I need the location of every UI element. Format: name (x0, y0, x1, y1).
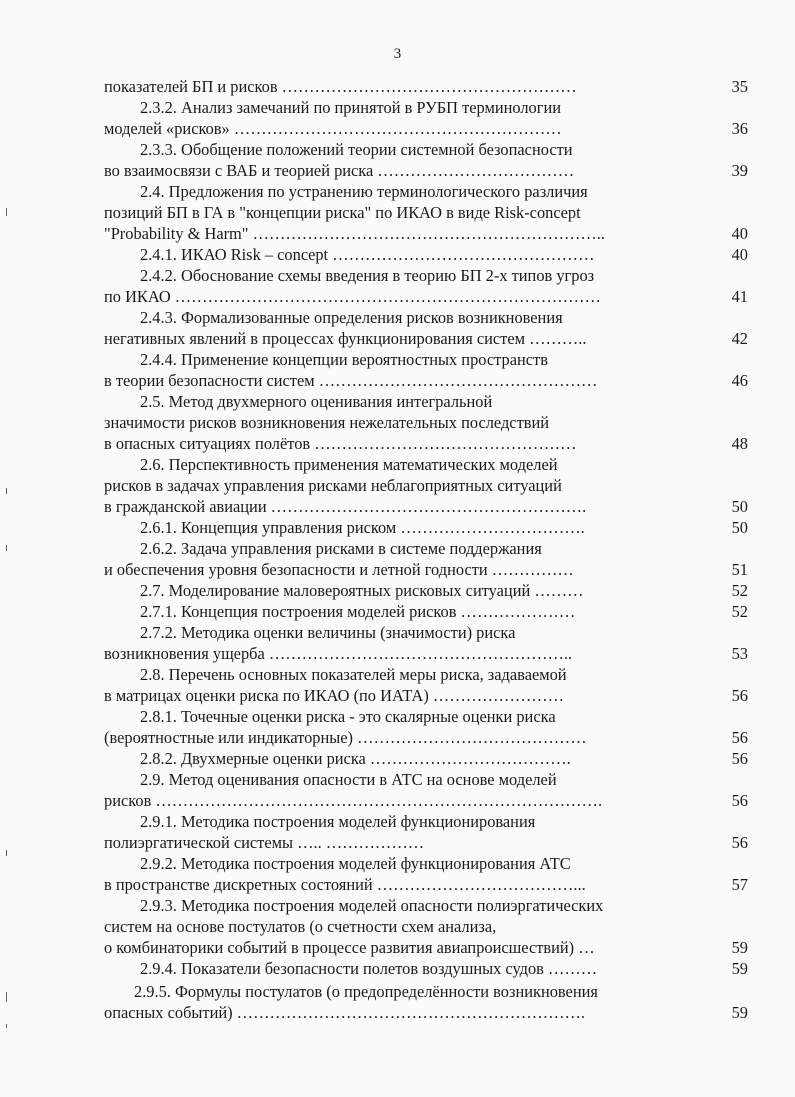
toc-line: рисков ………………………………………………………………………. (104, 791, 603, 810)
toc-line: рисков в задачах управления рисками неблагоприятных ситуаций (104, 476, 562, 495)
toc-line: 2.7.1. Концепция построения моделей рисков ………………… (140, 602, 576, 621)
toc-page-number: 40 (731, 245, 748, 264)
toc-line: 2.4.3. Формализованные определения рисков возникновения (140, 308, 563, 327)
toc-line: в пространстве дискретных состояний ………………………………... (104, 875, 586, 894)
toc-line: значимости рисков возникновения нежелательных последствий (104, 413, 550, 432)
toc-line: 2.4. Предложения по устранению терминологического различия (140, 182, 588, 201)
toc-page-number: 48 (731, 434, 748, 453)
toc-page-number: 56 (731, 833, 748, 852)
scan-mark (6, 850, 7, 856)
toc-page-number: 46 (731, 371, 748, 390)
toc-page-number: 36 (731, 119, 748, 138)
toc-line: возникновения ущерба ……………………………………………….. (104, 644, 573, 663)
toc-line: в теории безопасности систем …………………………………………… (104, 371, 598, 390)
toc-line: негативных явлений в процессах функционирования систем ……….. (104, 329, 587, 348)
toc-line: 2.6.1. Концепция управления риском ……………………………. (140, 518, 585, 537)
toc-line: 2.9.4. Показатели безопасности полетов воздушных судов ……… (140, 959, 598, 978)
toc-page-number: 52 (731, 602, 748, 621)
toc-line: 2.8. Перечень основных показателей меры риска, задаваемой (140, 665, 567, 684)
toc-line: 2.4.2. Обоснование схемы введения в теорию БП 2-х типов угроз (140, 266, 595, 285)
toc-line: 2.4.4. Применение концепции вероятностных пространств (140, 350, 548, 369)
toc-line: 2.8.1. Точечные оценки риска - это скалярные оценки риска (140, 707, 556, 726)
toc-page-number: 50 (731, 518, 748, 537)
toc-page-number: 56 (731, 749, 748, 768)
toc-line: 2.3.3. Обобщение положений теории системной безопасности (140, 140, 573, 159)
toc-line: в матрицах оценки риска по ИКАО (по ИАТА) …………………… (104, 686, 565, 705)
scan-mark (6, 1024, 7, 1028)
toc-page-number: 57 (731, 875, 748, 894)
toc-page-number: 56 (731, 728, 748, 747)
toc-line: 2.9.1. Методика построения моделей функционирования (140, 812, 536, 831)
scan-mark (6, 545, 7, 551)
toc-page-number: 40 (731, 224, 748, 243)
toc-page-number: 41 (731, 287, 748, 306)
toc-line: 2.3.2. Анализ замечаний по принятой в РУБП терминологии (140, 98, 561, 117)
toc-page-number: 56 (731, 686, 748, 705)
toc-page-number: 56 (731, 791, 748, 810)
toc-line: 2.6. Перспективность применения математических моделей (140, 455, 558, 474)
toc-page-number: 51 (731, 560, 748, 579)
toc-page-number: 53 (731, 644, 748, 663)
toc-line: позиций БП в ГА в "концепции риска" по ИКАО в виде Risk-concept (104, 203, 581, 222)
toc-page-number: 42 (731, 329, 748, 348)
toc-line: 2.4.1. ИКАО Risk – concept ………………………………………… (140, 245, 595, 264)
toc-line: систем на основе постулатов (о счетности схем анализа, (104, 917, 497, 936)
toc-page-number: 59 (731, 1003, 748, 1022)
toc-line: 2.5. Метод двухмерного оценивания интегральной (140, 392, 493, 411)
page-number: 3 (393, 46, 402, 62)
toc-line: 2.6.2. Задача управления рисками в системе поддержания (140, 539, 542, 558)
toc-line: и обеспечения уровня безопасности и летной годности …………… (104, 560, 574, 579)
toc-page-number: 59 (731, 938, 748, 957)
toc-line: 2.9.3. Методика построения моделей опасности полиэргатических (140, 896, 604, 915)
toc-line: полиэргатической системы ….. ……………… (104, 833, 425, 852)
toc-line: 2.9.2. Методика построения моделей функционирования АТС (140, 854, 571, 873)
toc-line: о комбинаторики событий в процессе развития авиапроисшествий) … (104, 938, 595, 957)
toc-page-number: 52 (731, 581, 748, 600)
toc-line: 2.9. Метод оценивания опасности в АТС на основе моделей (140, 770, 557, 789)
toc-line: в опасных ситуациях полётов ………………………………………… (104, 434, 577, 453)
toc-line: 2.7. Моделирование маловероятных рисковых ситуаций ……… (140, 581, 584, 600)
scan-mark (6, 208, 7, 216)
toc-page-number: 35 (731, 77, 748, 96)
toc-line: по ИКАО …………………………………………………………………… (104, 287, 601, 306)
toc-line: моделей «рисков» …………………………………………………… (104, 119, 562, 138)
toc-page-number: 50 (731, 497, 748, 516)
toc-line: показателей БП и рисков ……………………………………………… (104, 77, 577, 96)
toc-line: 2.7.2. Методика оценки величины (значимости) риска (140, 623, 516, 642)
toc-line: 2.9.5. Формулы постулатов (о предопределённости возникновения (134, 982, 598, 1001)
toc-line: опасных событий) ………………………………………………………. (104, 1003, 585, 1022)
toc-line: (вероятностные или индикаторные) …………………………………… (104, 728, 587, 747)
scan-mark (6, 992, 7, 1002)
toc-line: во взаимосвязи с ВАБ и теорией риска ……………………………… (104, 161, 575, 180)
toc-line: 2.8.2. Двухмерные оценки риска ………………………………. (140, 749, 571, 768)
toc-page-number: 39 (731, 161, 748, 180)
toc-line: "Probability & Harm" ……………………………………………………….. (104, 224, 605, 243)
toc-line: в гражданской авиации …………………………………………………. (104, 497, 587, 516)
toc-page-number: 59 (731, 959, 748, 978)
scan-mark (6, 488, 7, 494)
